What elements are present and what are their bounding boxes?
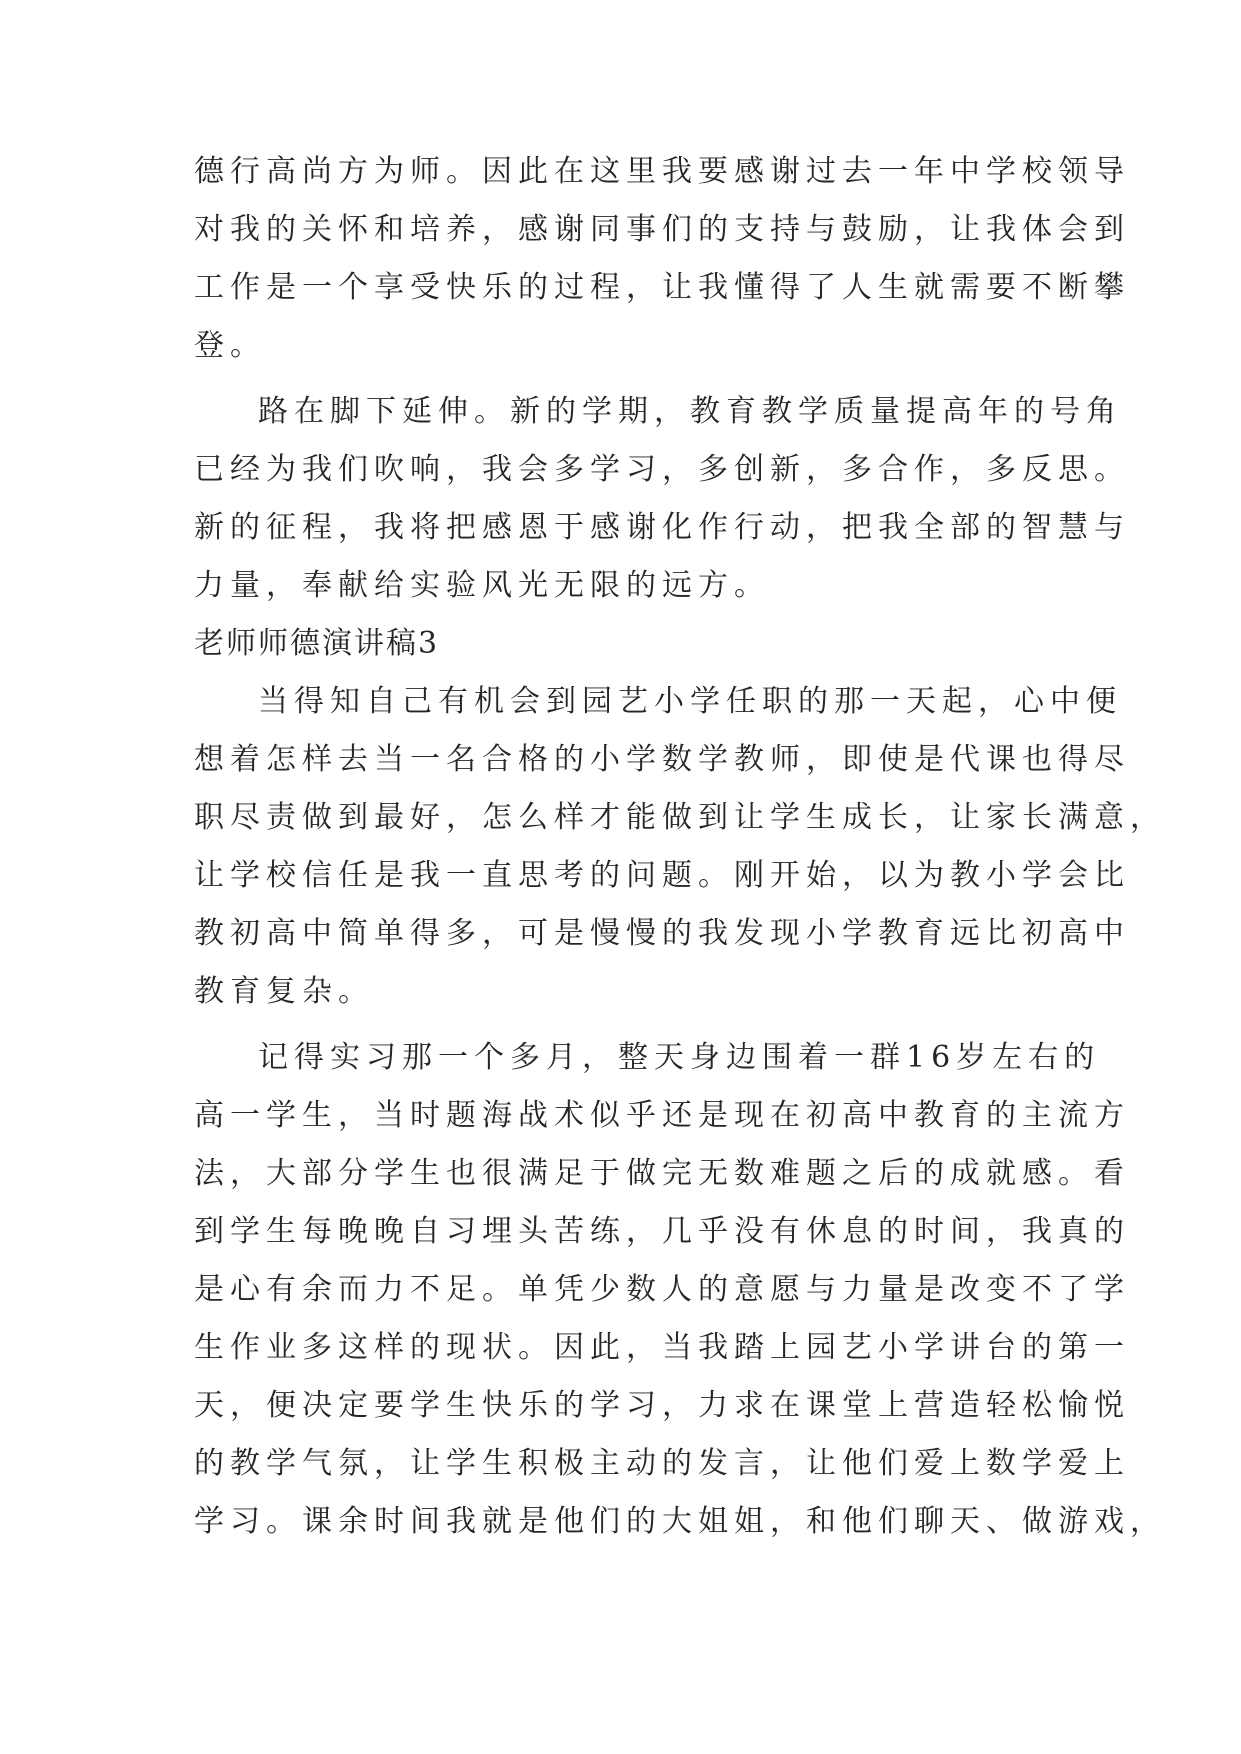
- text-line: 法，大部分学生也很满足于做完无数难题之后的成就感。看: [194, 1156, 1130, 1191]
- text-line: 想着怎样去当一名合格的小学数学教师，即使是代课也得尽: [194, 742, 1130, 777]
- section-heading: 老师师德演讲稿3: [194, 626, 440, 661]
- text-line: 已经为我们吹响，我会多学习，多创新，多合作，多反思。: [194, 452, 1130, 487]
- text-line: 让学校信任是我一直思考的问题。刚开始，以为教小学会比: [194, 858, 1130, 893]
- text-line: 教育复杂。: [194, 974, 374, 1009]
- paragraph: [194, 1029, 1166, 1551]
- text-line: 路在脚下延伸。新的学期，教育教学质量提高年的号角: [258, 394, 1122, 429]
- text-line: 教初高中简单得多，可是慢慢的我发现小学教育远比初高中: [194, 916, 1130, 951]
- text-line: 工作是一个享受快乐的过程，让我懂得了人生就需要不断攀: [194, 270, 1130, 305]
- text-line: 职尽责做到最好，怎么样才能做到让学生成长，让家长满意，: [194, 800, 1166, 835]
- paragraph: [194, 383, 1130, 615]
- text-line: 天，便决定要学生快乐的学习，力求在课堂上营造轻松愉悦: [194, 1388, 1130, 1423]
- text-line: 对我的关怀和培养，感谢同事们的支持与鼓励，让我体会到: [194, 212, 1130, 247]
- text-line: 的教学气氛，让学生积极主动的发言，让他们爱上数学爱上: [194, 1446, 1130, 1481]
- text-line: 新的征程，我将把感恩于感谢化作行动，把我全部的智慧与: [194, 510, 1130, 545]
- text-line: 生作业多这样的现状。因此，当我踏上园艺小学讲台的第一: [194, 1330, 1130, 1365]
- text-line: 登。: [194, 328, 266, 363]
- paragraph: [194, 143, 1130, 375]
- text-line: 当得知自己有机会到园艺小学任职的那一天起，心中便: [258, 684, 1122, 719]
- paragraph: [194, 673, 1166, 1021]
- text-line: 是心有余而力不足。单凭少数人的意愿与力量是改变不了学: [194, 1272, 1130, 1307]
- text-line: 学习。课余时间我就是他们的大姐姐，和他们聊天、做游戏，: [194, 1504, 1166, 1539]
- paragraph-gap: [194, 375, 1074, 383]
- text-line: 记得实习那一个多月，整天身边围着一群16岁左右的: [258, 1040, 1101, 1075]
- text-line: 到学生每晚晚自习埋头苦练，几乎没有休息的时间，我真的: [194, 1214, 1130, 1249]
- text-line: 力量，奉献给实验风光无限的远方。: [194, 568, 770, 603]
- paragraph-gap: [194, 1021, 1074, 1029]
- text-line: 德行高尚方为师。因此在这里我要感谢过去一年中学校领导: [194, 154, 1130, 189]
- text-line: 高一学生，当时题海战术似乎还是现在初高中教育的主流方: [194, 1098, 1130, 1133]
- document-body: [194, 143, 1166, 1551]
